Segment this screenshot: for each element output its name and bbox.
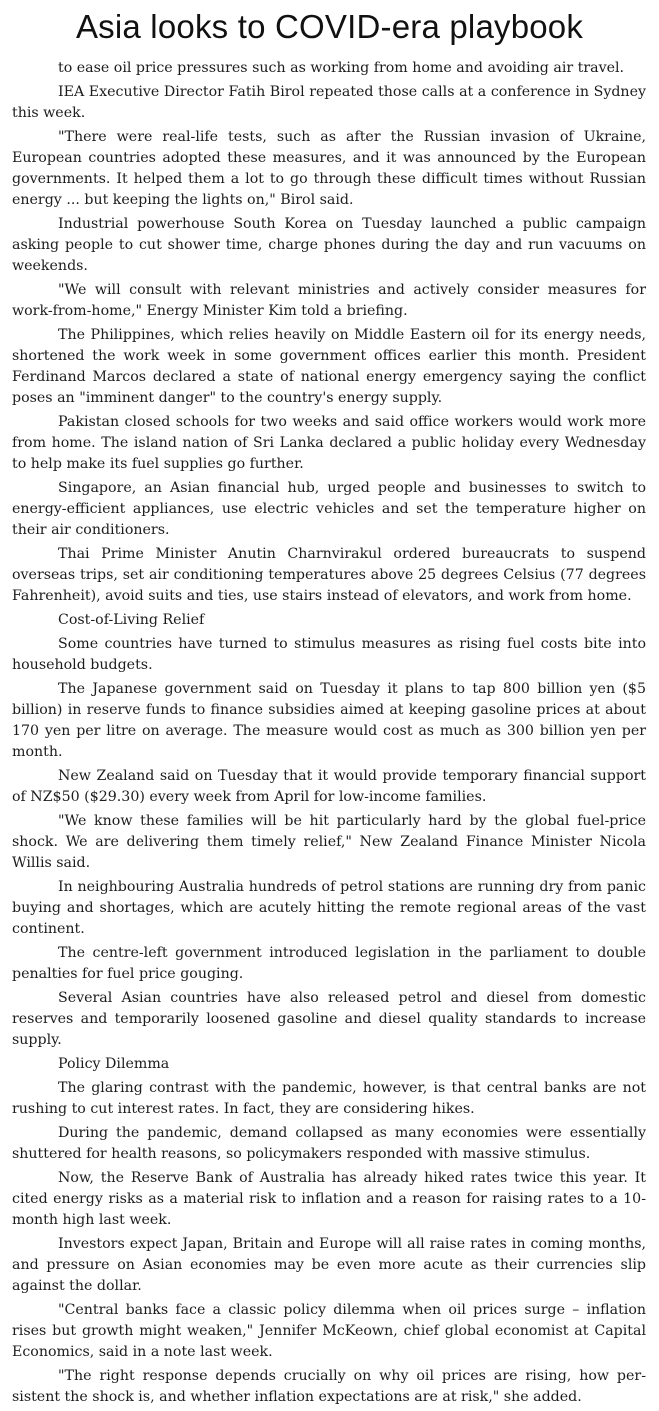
paragraph: "Central banks face a classic policy dilemma when oil prices surge – inflation rises but growth might weaken," Jennifer McKeown, chief global economist at Capital Economics, said in a note last week. [12,1302,646,1360]
paragraph: Singapore, an Asian financial hub, urged people and businesses to switch to energy-efficient appliances, use electric vehicles and set the temperature higher on their air conditioners. [12,480,646,538]
paragraph: The centre-left government introduced legislation in the parliament to double penalties for fuel price gouging. [12,945,646,982]
paragraph: Thai Prime Minister Anutin Charnvirakul ordered bureaucrats to suspend overseas trips, set air conditioning temperatures above 25 degrees Celsius (77 degrees Fahrenheit), avoid suits and ties, use stairs instead of elevators, and work from home. [12,546,646,604]
article-headline: Asia looks to COVID-era playbook [75,8,584,45]
paragraph: "There were real-life tests, such as after the Russian invasion of Ukraine, European countries adopted these measures, and it was announced by the European governments. It helped them a lot to go through these difficult times without Russian energy ... but keeping the lights on," Birol said. [12,129,646,208]
paragraph: The Japanese government said on Tuesday it plans to tap 800 billion yen ($5 billion) in reserve funds to finance subsidies aimed at keeping gasoline prices at about 170 yen per litre on average. The measure would cost as much as 300 billion yen per month. [12,681,646,760]
paragraph: The Philippines, which relies heavily on Middle Eastern oil for its energy needs, shortened the work week in some government offices earlier this month. President Ferdinand Marcos declared a state of national energy emergency saying the conflict poses an "imminent danger" to the country's energy supply. [12,327,646,406]
paragraph: Investors expect Japan, Britain and Europe will all raise rates in coming months, and pressure on Asian economies may be even more acute as their currencies slip against the dollar. [12,1236,646,1294]
paragraph: Some countries have turned to stimulus measures as rising fuel costs bite into household budgets. [12,636,646,673]
paragraph: During the pandemic, demand collapsed as many economies were essentially shuttered for health reasons, so policymakers responded with massive stimulus. [12,1125,646,1162]
paragraph: IEA Executive Director Fatih Birol repeated those calls at a conference in Sydney this week. [12,84,646,121]
paragraph: Industrial powerhouse South Korea on Tuesday launched a public campaign asking people to cut shower time, charge phones during the day and run vacuums on weekends. [12,216,646,274]
paragraph: The glaring contrast with the pandemic, however, is that central banks are not rushing to cut interest rates. In fact, they are considering hikes. [12,1080,646,1117]
paragraph: "The right response depends crucially on why oil prices are rising, how persistent the shock is, and whether inflation expectations are at risk," she added. [12,1368,646,1405]
paragraph: In neighbouring Australia hundreds of petrol stations are running dry from panic buying and shortages, which are acutely hitting the remote regional areas of the vast continent. [12,879,646,937]
paragraph: "We know these families will be hit particularly hard by the global fuel-price shock. We are delivering them timely relief," New Zealand Finance Minister Nicola Willis said. [12,813,646,871]
paragraph: "We will consult with relevant ministries and actively consider measures for work-from-home," Energy Minister Kim told a briefing. [12,282,646,319]
paragraph: Pakistan closed schools for two weeks and said office workers would work more from home. The island nation of Sri Lanka declared a public holiday every Wednesday to help make its fuel supplies go further. [12,414,646,472]
paragraph: Now, the Reserve Bank of Australia has already hiked rates twice this year. It cited energy risks as a material risk to inflation and a reason for raising rates to a 10-month high last week. [12,1170,646,1228]
paragraph: New Zealand said on Tuesday that it would provide temporary financial support of NZ$50 ($29.30) every week from April for low-income families. [12,768,646,805]
article-body [12,58,646,1411]
section-subheading: Cost-of-Living Relief [58,612,205,628]
paragraph: Several Asian countries have also released petrol and diesel from domestic reserves and temporarily loosened gasoline and diesel quality standards to increase supply. [12,990,646,1048]
paragraph: to ease oil price pressures such as working from home and avoiding air travel. [58,60,625,76]
section-subheading: Policy Dilemma [58,1056,170,1072]
